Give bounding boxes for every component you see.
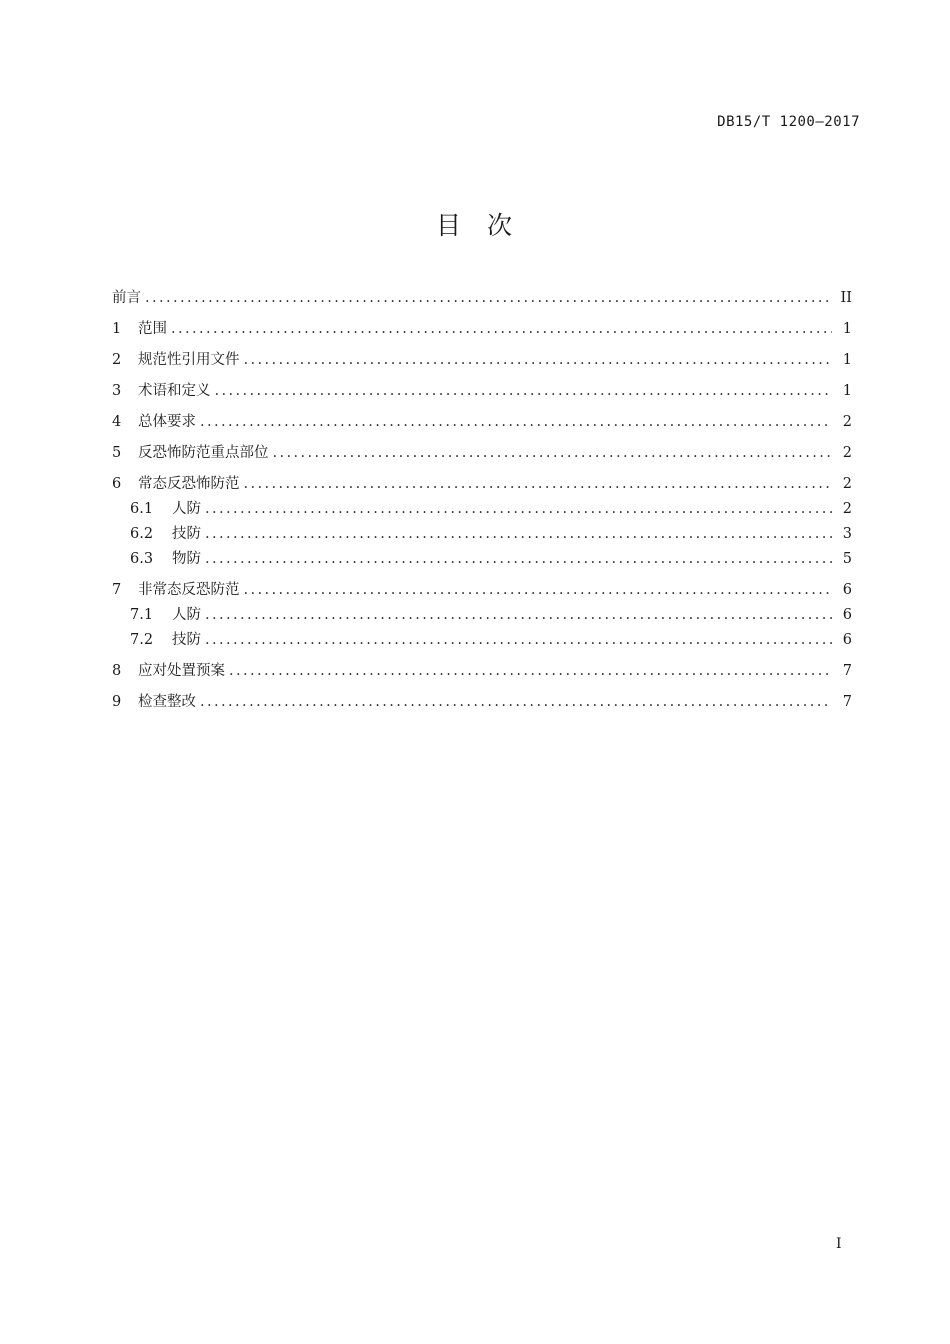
toc-entry[interactable] xyxy=(112,348,852,373)
toc-entry[interactable] xyxy=(112,659,852,684)
toc-entry-label: 非常态反恐防范 xyxy=(138,582,240,598)
toc-entry[interactable] xyxy=(112,472,852,497)
toc-entry-label: 人防 xyxy=(172,501,201,517)
toc-leader-dots xyxy=(205,632,832,648)
toc-entry[interactable] xyxy=(112,547,852,572)
toc-entry-number: 6 xyxy=(112,476,122,492)
toc-entry-label: 技防 xyxy=(172,526,201,542)
toc-leader-dots xyxy=(244,476,833,492)
toc-entry-page: 6 xyxy=(842,607,852,623)
document-code: DB15/T 1200—2017 xyxy=(717,114,860,130)
toc-entry-number: 5 xyxy=(112,445,122,461)
toc-entry[interactable] xyxy=(112,286,852,311)
toc-entry-page: 3 xyxy=(842,526,852,542)
toc-entry-page: 6 xyxy=(842,632,852,648)
toc-leader-dots xyxy=(273,445,833,461)
toc-entry-page: 1 xyxy=(842,383,852,399)
toc-leader-dots xyxy=(145,290,832,306)
toc-entry[interactable] xyxy=(112,628,852,653)
toc-entry-page: 2 xyxy=(842,445,852,461)
toc-entry-label: 前言 xyxy=(112,290,141,306)
toc-entry[interactable] xyxy=(112,522,852,547)
toc-entry-page: II xyxy=(840,290,852,306)
toc-entry-label: 人防 xyxy=(172,607,201,623)
toc-entry-label: 常态反恐怖防范 xyxy=(138,476,240,492)
toc-entry[interactable] xyxy=(112,317,852,342)
toc-entry-page: 6 xyxy=(842,582,852,598)
toc-entry-page: 5 xyxy=(842,551,852,567)
toc-entry-label: 规范性引用文件 xyxy=(138,352,240,368)
toc-entry[interactable] xyxy=(112,379,852,404)
page-number: I xyxy=(836,1236,842,1252)
toc-leader-dots xyxy=(171,321,832,337)
toc-entry[interactable] xyxy=(112,690,852,715)
toc-leader-dots xyxy=(200,694,832,710)
toc-entry-number: 1 xyxy=(112,321,122,337)
toc-entry-label: 术语和定义 xyxy=(138,383,211,399)
toc-leader-dots xyxy=(205,526,832,542)
toc-entry-label: 检查整改 xyxy=(138,694,196,710)
toc-entry-label: 总体要求 xyxy=(138,414,196,430)
toc-entry-page: 7 xyxy=(842,663,852,679)
page-title: 目次 xyxy=(435,211,538,240)
toc-entry-page: 1 xyxy=(842,321,852,337)
toc-entry-number: 2 xyxy=(112,352,122,368)
toc-entry-number: 9 xyxy=(112,694,122,710)
toc-leader-dots xyxy=(229,663,832,679)
toc-entry-page: 2 xyxy=(842,501,852,517)
toc-entry-number: 6.2 xyxy=(130,526,154,542)
toc-entry-number: 7 xyxy=(112,582,122,598)
toc-entry-page: 2 xyxy=(842,476,852,492)
toc-entry[interactable] xyxy=(112,603,852,628)
toc-leader-dots xyxy=(215,383,833,399)
toc-entry[interactable] xyxy=(112,578,852,603)
toc-leader-dots xyxy=(244,352,833,368)
toc-entry-number: 7.1 xyxy=(130,607,154,623)
toc-entry-number: 3 xyxy=(112,383,122,399)
toc-leader-dots xyxy=(205,501,832,517)
toc-entry-page: 7 xyxy=(842,694,852,710)
toc-leader-dots xyxy=(205,551,832,567)
toc-leader-dots xyxy=(200,414,832,430)
toc-leader-dots xyxy=(244,582,833,598)
toc-entry[interactable] xyxy=(112,410,852,435)
toc-entry[interactable] xyxy=(112,497,852,522)
toc-leader-dots xyxy=(205,607,832,623)
toc-entry-label: 范围 xyxy=(138,321,167,337)
table-of-contents xyxy=(112,286,852,715)
toc-entry[interactable] xyxy=(112,441,852,466)
toc-entry-number: 6.1 xyxy=(130,501,154,517)
toc-entry-number: 4 xyxy=(112,414,122,430)
toc-entry-page: 1 xyxy=(842,352,852,368)
toc-entry-page: 2 xyxy=(842,414,852,430)
toc-entry-label: 反恐怖防范重点部位 xyxy=(138,445,269,461)
toc-entry-label: 技防 xyxy=(172,632,201,648)
toc-entry-number: 8 xyxy=(112,663,122,679)
toc-entry-number: 6.3 xyxy=(130,551,154,567)
toc-entry-label: 物防 xyxy=(172,551,201,567)
toc-entry-number: 7.2 xyxy=(130,632,154,648)
toc-entry-label: 应对处置预案 xyxy=(138,663,225,679)
